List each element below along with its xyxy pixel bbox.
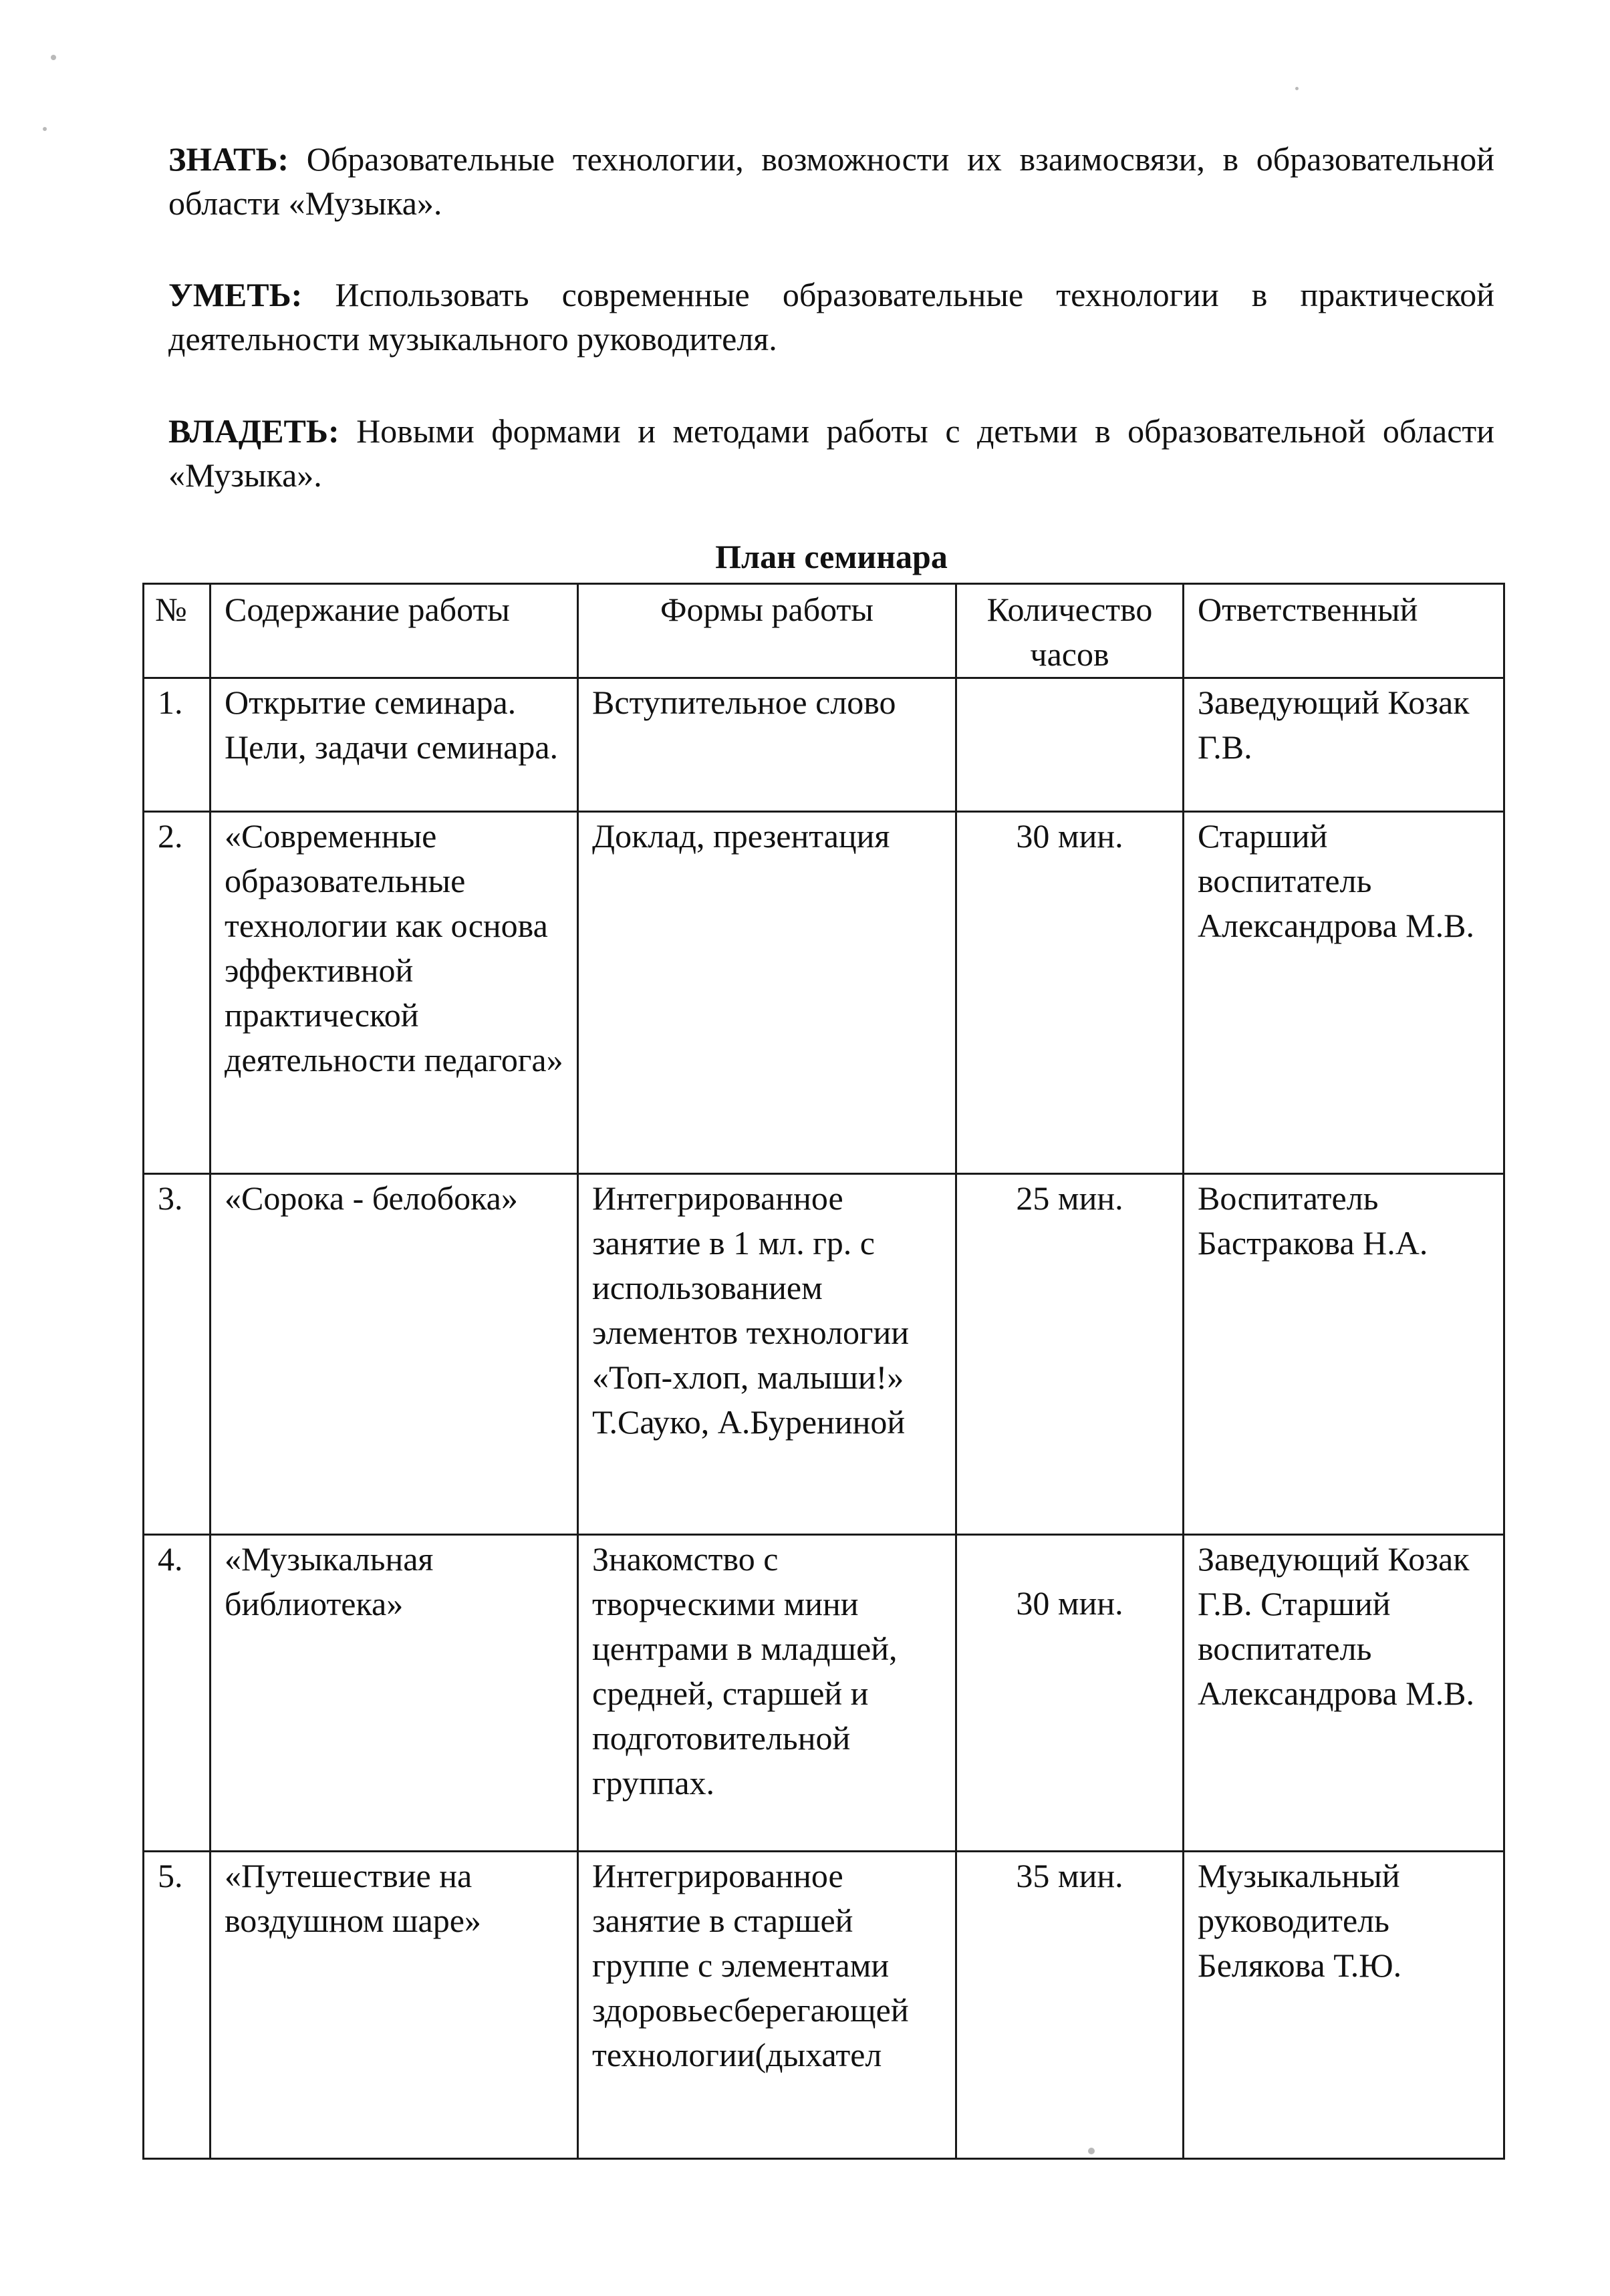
row-content: «Сорока - белобока» xyxy=(211,1174,578,1535)
master-paragraph xyxy=(168,409,1494,497)
row-num: 3. xyxy=(144,1174,211,1535)
table-row xyxy=(144,812,1504,1174)
header-hours: Количество часов xyxy=(956,584,1184,678)
header-forms: Формы работы xyxy=(578,584,956,678)
scan-speck xyxy=(1295,87,1299,90)
row-hours: 30 мин. xyxy=(956,812,1184,1174)
row-num: 2. xyxy=(144,812,211,1174)
header-num: № xyxy=(144,584,211,678)
row-forms: Знакомство с творческими мини центрами в младшей, средней, старшей и подготовительной группах. xyxy=(578,1535,956,1852)
row-hours: 25 мин. xyxy=(956,1174,1184,1535)
table-row xyxy=(144,1535,1504,1852)
know-text: Образовательные технологии, возможности их взаимосвязи, в образовательной области «Музыка». xyxy=(168,140,1495,222)
master-label: ВЛАДЕТЬ: xyxy=(168,412,340,450)
row-content: «Современные образовательные технологии как основа эффективной практической деятельности педагога» xyxy=(211,812,578,1174)
know-paragraph xyxy=(168,137,1494,225)
row-forms: Вступительное слово xyxy=(578,678,956,812)
row-forms: Интегрированное занятие в старшей группе с элементами здоровьесберегающей технологии(дыхател xyxy=(578,1852,956,2159)
master-text: Новыми формами и методами работы с детьми в образовательной области «Музыка». xyxy=(168,412,1495,494)
header-content: Содержание работы xyxy=(211,584,578,678)
table-row xyxy=(144,1174,1504,1535)
plan-title: План семинара xyxy=(715,538,948,575)
table-row xyxy=(144,678,1504,812)
table-row xyxy=(144,1852,1504,2159)
row-forms: Доклад, презентация xyxy=(578,812,956,1174)
row-content: «Музыкальная библиотека» xyxy=(211,1535,578,1852)
row-forms: Интегрированное занятие в 1 мл. гр. с использованием элементов технологии «Топ-хлоп, малыши!» Т.Сауко, А.Бурениной xyxy=(578,1174,956,1535)
table-header-row xyxy=(144,584,1504,678)
row-hours xyxy=(956,678,1184,812)
able-label: УМЕТЬ: xyxy=(168,276,303,313)
row-responsible: Музыкальный руководитель Белякова Т.Ю. xyxy=(1184,1852,1504,2159)
row-num: 4. xyxy=(144,1535,211,1852)
row-num: 5. xyxy=(144,1852,211,2159)
scan-speck xyxy=(43,127,47,131)
scan-speck xyxy=(51,55,56,60)
know-label: ЗНАТЬ: xyxy=(168,140,289,178)
row-responsible: Заведующий Козак Г.В. xyxy=(1184,678,1504,812)
row-num: 1. xyxy=(144,678,211,812)
row-hours: 30 мин. xyxy=(956,1535,1184,1852)
row-hours: 35 мин. xyxy=(956,1852,1184,2159)
row-responsible: Воспитатель Бастракова Н.А. xyxy=(1184,1174,1504,1535)
row-content: «Путешествие на воздушном шаре» xyxy=(211,1852,578,2159)
plan-table xyxy=(142,583,1505,2160)
able-text: Использовать современные образовательные технологии в практической деятельности музыкального руководителя. xyxy=(168,276,1495,357)
able-paragraph xyxy=(168,273,1494,361)
row-responsible: Старший воспитатель Александрова М.В. xyxy=(1184,812,1504,1174)
row-responsible: Заведующий Козак Г.В. Старший воспитатель Александрова М.В. xyxy=(1184,1535,1504,1852)
header-responsible: Ответственный xyxy=(1184,584,1504,678)
row-content: Открытие семинара. Цели, задачи семинара. xyxy=(211,678,578,812)
